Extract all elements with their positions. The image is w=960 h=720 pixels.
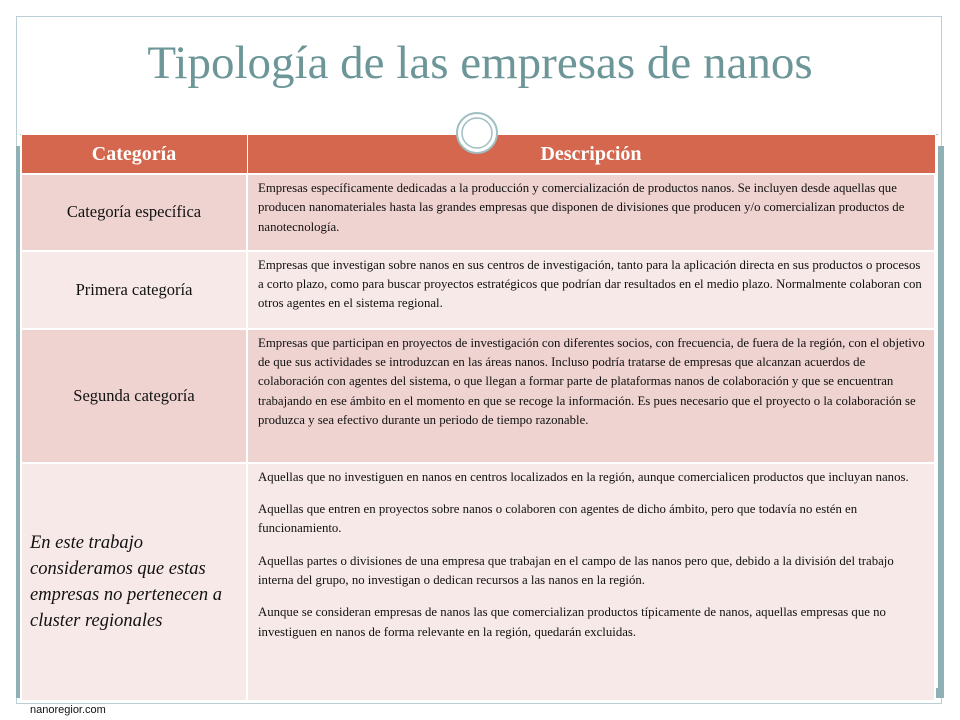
description-paragraph: Empresas específicamente dedicadas a la producción y comercialización de productos nanos. Se incluyen desde aquellas que producen nanomateriales hasta las grandes empresas que disponen de divisiones que producen y/o comercializan productos de nanotecnología.	[258, 181, 905, 234]
row-category-note: En este trabajo consideramos que estas empresas no pertenecen a cluster regionales	[21, 463, 247, 701]
right-accent-bar	[938, 146, 944, 694]
row-description	[247, 251, 935, 329]
table-row	[21, 463, 935, 701]
slide-title: Tipología de las empresas de nanos	[147, 37, 813, 89]
description-paragraph: Aquellas que entren en proyectos sobre nanos o colaboren con agentes de dicho ámbito, pero que todavía no estén en funcionamiento.	[258, 502, 858, 536]
category-table-container	[20, 134, 934, 690]
row-description	[247, 174, 935, 251]
header-descripcion: Descripción	[247, 135, 935, 175]
footer-source: nanoregior.com	[30, 704, 106, 716]
row-category: Primera categoría	[21, 251, 247, 329]
description-paragraph: Empresas que participan en proyectos de investigación con diferentes socios, con frecuencia, de fuera de la región, con el objetivo de que sus actividades se introduzcan en las áreas nanos. Incluso podría tratarse de empresas que alcanzan acuerdos de colaboración con agentes del sistema, o que llegan a formar parte de plataformas nanos de colaboración y que se encuentran trabajando en ese ámbito en el momento en que se recoge la información. Es pues necesario que el proyecto o la colaboración se produzca y sea efectivo durante un periodo de tiempo razonable.	[258, 335, 925, 428]
table-row	[21, 329, 935, 463]
description-paragraph: Aunque se consideran empresas de nanos las que comercializan productos típicamente de nanos, aquellas empresas que no investiguen en nanos de forma relevante en la región, quedarán excluidas.	[258, 605, 886, 639]
description-paragraph: Aquellas partes o divisiones de una empresa que trabajan en el campo de las nanos pero que, debido a la división del trabajo interna del grupo, no investigan o dedican recursos a las nanos en la región.	[258, 553, 894, 588]
category-table	[20, 134, 936, 702]
table-row	[21, 251, 935, 329]
description-paragraph: Empresas que investigan sobre nanos en sus centros de investigación, tanto para la aplicación directa en sus productos o procesos a corto plazo, como para buscar proyectos estratégicos que podrían dar resultados en el medio plazo. Normalmente colaboran con otros agentes en el sistema regional.	[258, 257, 922, 311]
header-categoria: Categoría	[21, 135, 247, 175]
circle-ornament-icon	[454, 110, 500, 156]
row-description	[247, 463, 935, 701]
description-paragraph: Aquellas que no investiguen en nanos en centros localizados en la región, aunque comercialicen productos que incluyan nanos.	[258, 469, 909, 484]
row-category: Categoría específica	[21, 174, 247, 251]
table-row	[21, 174, 935, 251]
row-description	[247, 329, 935, 463]
row-category: Segunda categoría	[21, 329, 247, 463]
